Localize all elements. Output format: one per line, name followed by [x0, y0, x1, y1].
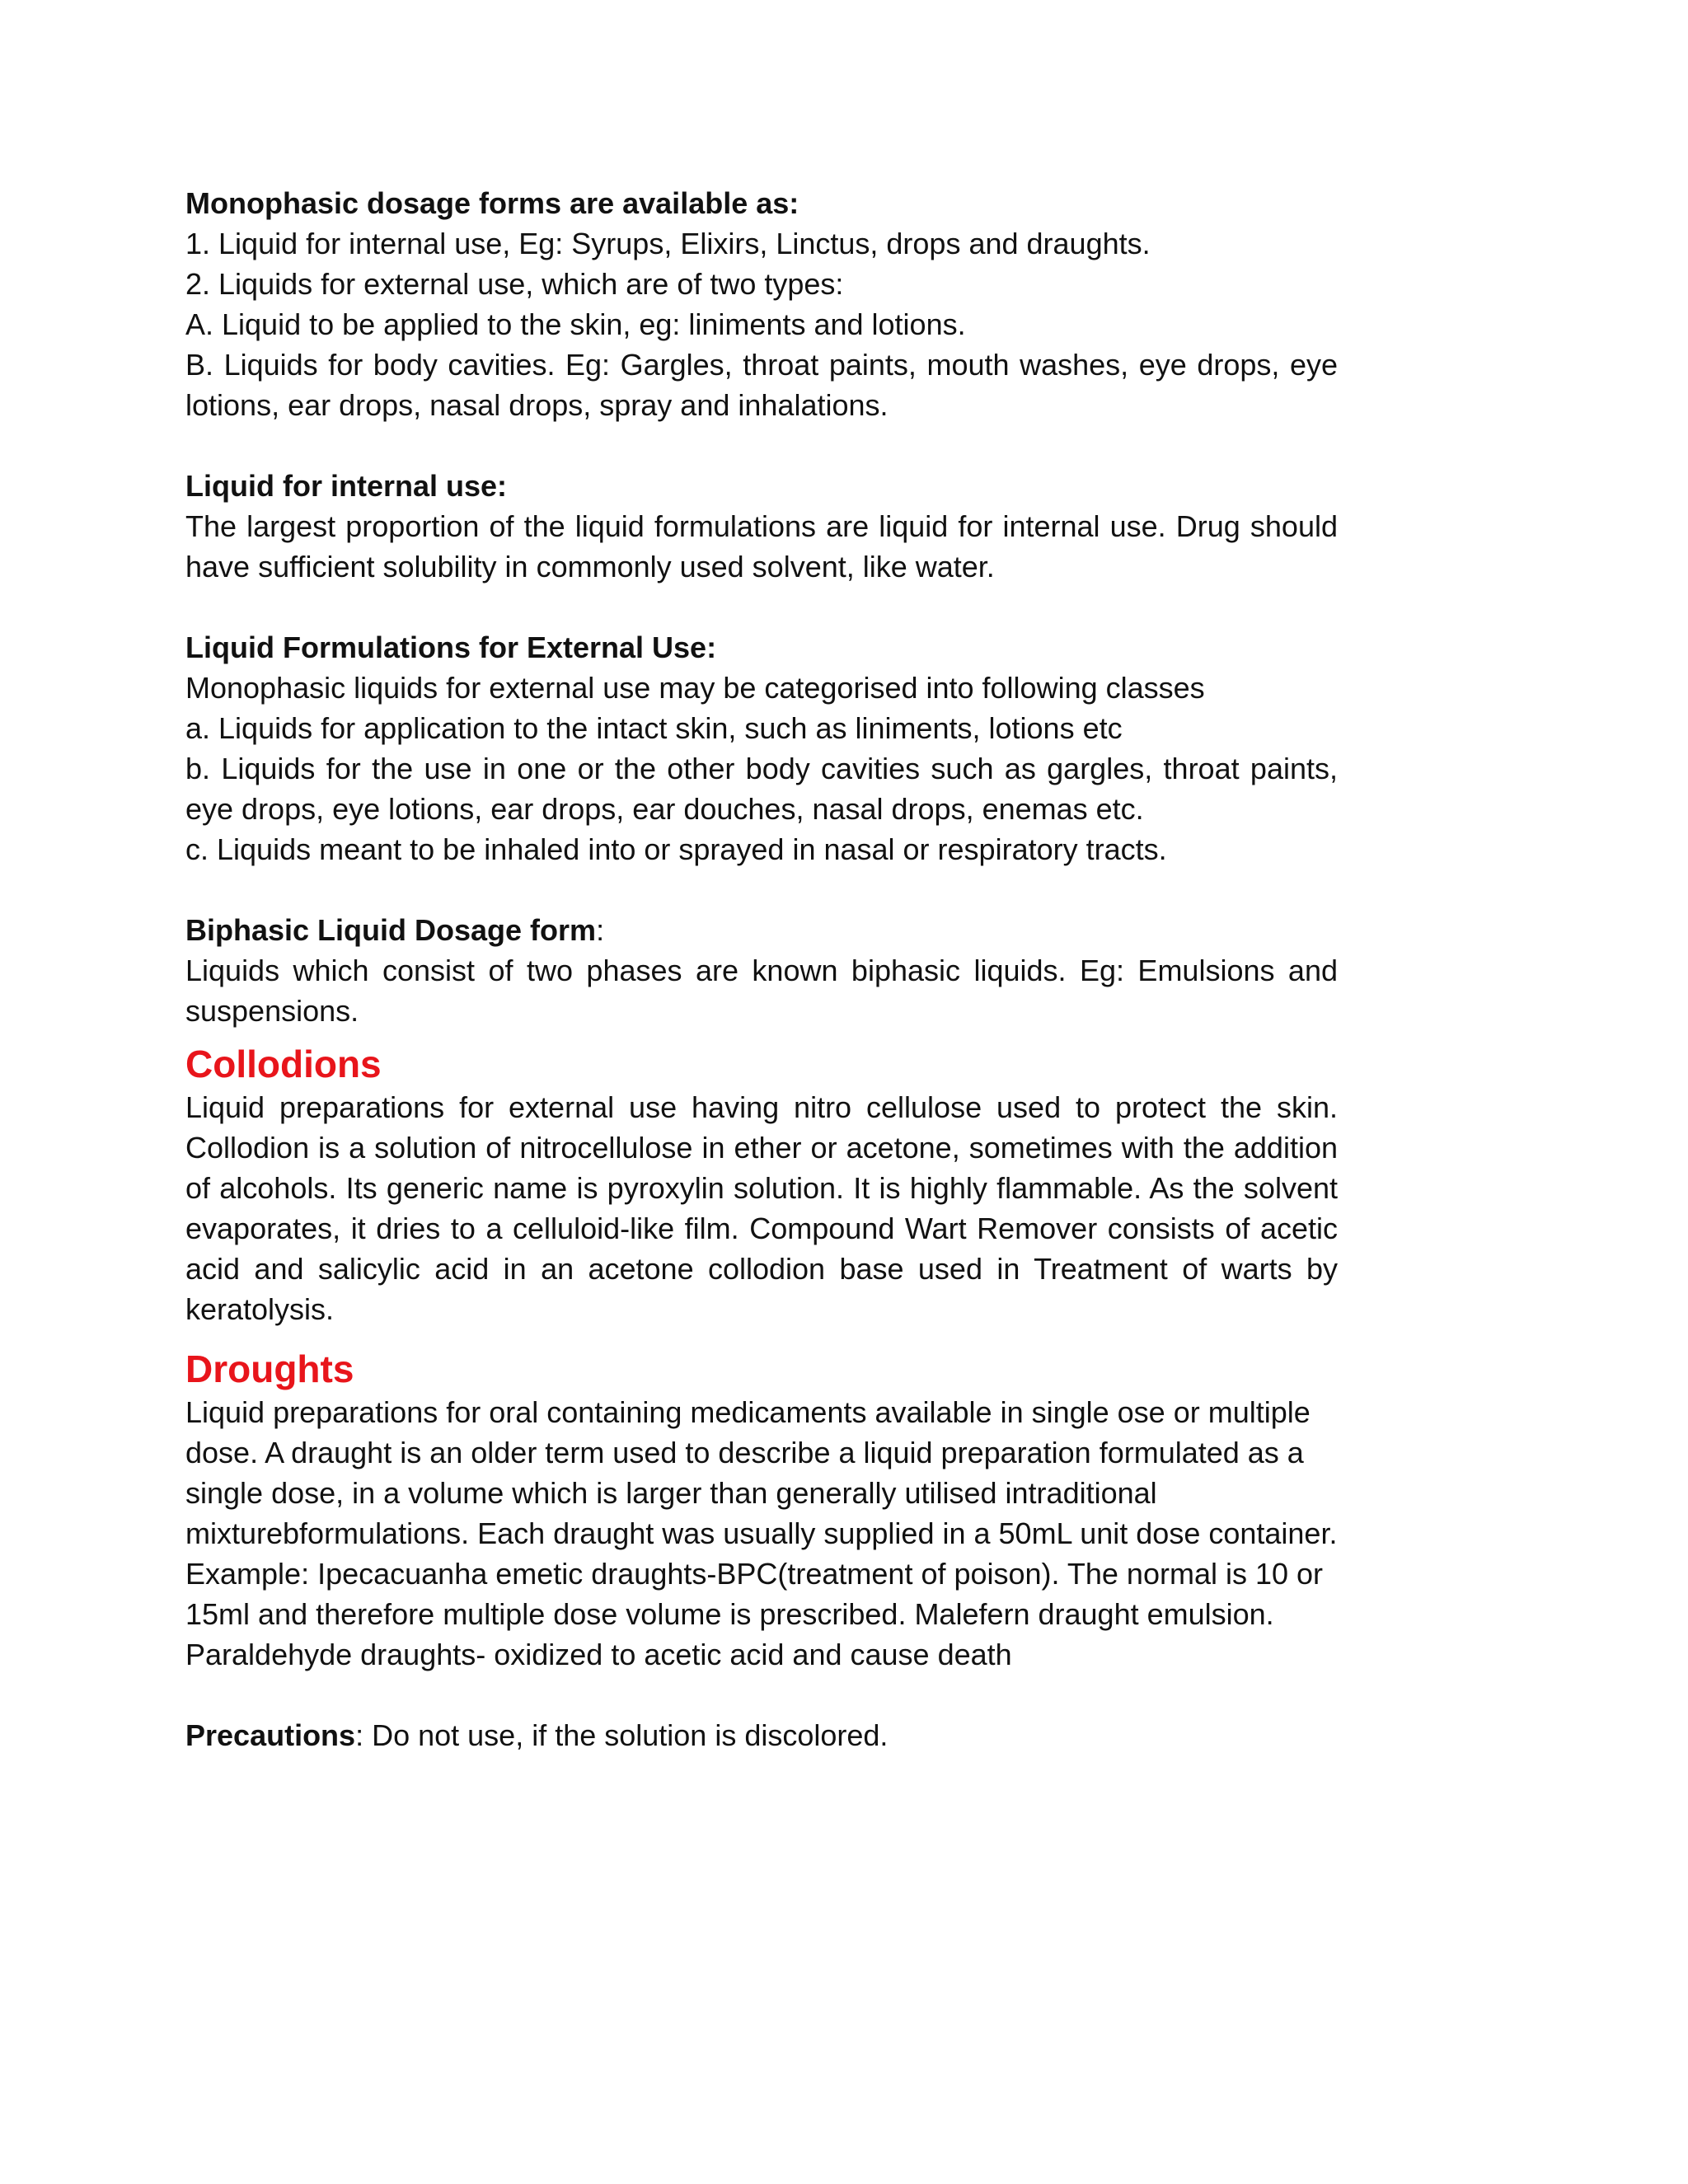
precautions-text: : Do not use, if the solution is discolored. — [355, 1718, 889, 1752]
biphasic-heading: Biphasic Liquid Dosage form — [185, 913, 597, 947]
collodions-body: Liquid preparations for external use having nitro cellulose used to protect the skin. Collodion is a solution of nitrocellulose in ether or acetone, sometimes with the addition of alcohols. Its generic name is pyroxylin solution. It is highly flammable. As the solvent evaporates, it dries to a celluloid-like film. Compound Wart Remover consists of acetic acid and salicylic acid in an acetone collodion base used in Treatment of warts by keratolysis. — [185, 1090, 1338, 1326]
collodions-heading: Collodions — [185, 1043, 382, 1085]
external-item-a: a. Liquids for application to the intact skin, such as liniments, lotions etc — [185, 711, 1123, 745]
monophasic-item-2: 2. Liquids for external use, which are of two types: — [185, 267, 844, 301]
internal-body: The largest proportion of the liquid formulations are liquid for internal use. Drug should have sufficient solubility in commonly used solvent, like water. — [185, 509, 1338, 583]
biphasic-heading-colon: : — [596, 913, 605, 947]
spacer — [185, 587, 1338, 627]
monophasic-heading: Monophasic dosage forms are available as: — [185, 186, 799, 220]
precautions-line — [185, 1715, 1338, 1755]
external-intro: Monophasic liquids for external use may be categorised into following classes — [185, 671, 1205, 705]
monophasic-item-a: A. Liquid to be applied to the skin, eg: liniments and lotions. — [185, 307, 966, 341]
biphasic-body: Liquids which consist of two phases are known biphasic liquids. Eg: Emulsions and suspensions. — [185, 954, 1338, 1028]
droughts-heading: Droughts — [185, 1347, 354, 1390]
spacer — [185, 425, 1338, 466]
monophasic-item-b: B. Liquids for body cavities. Eg: Gargles, throat paints, mouth washes, eye drops, eye lotions, ear drops, nasal drops, spray and inhalations. — [185, 348, 1338, 422]
external-item-b: b. Liquids for the use in one or the other body cavities such as gargles, throat paints, eye drops, eye lotions, ear drops, ear douches, nasal drops, enemas etc. — [185, 752, 1338, 826]
spacer — [185, 1675, 1338, 1715]
droughts-body: Liquid preparations for oral containing medicaments available in single ose or multiple dose. A draught is an older term used to describe a liquid preparation formulated as a single dose, in a volume which is larger than generally utilised intraditional mixturebformulations. Each draught was usually supplied in a 50mL unit dose container. Example: Ipecacuanha emetic draughts-BPC(treatment of poison). The normal is 10 or 15ml and therefore multiple dose volume is prescribed. Malefern draught emulsion. Paraldehyde draughts- oxidized to acetic acid and cause death — [185, 1395, 1338, 1671]
external-heading: Liquid Formulations for External Use: — [185, 630, 717, 664]
monophasic-item-1: 1. Liquid for internal use, Eg: Syrups, Elixirs, Linctus, drops and draughts. — [185, 227, 1151, 260]
document-page — [185, 183, 1338, 1755]
external-item-c: c. Liquids meant to be inhaled into or sprayed in nasal or respiratory tracts. — [185, 832, 1167, 866]
spacer — [185, 869, 1338, 910]
precautions-label: Precautions — [185, 1718, 356, 1752]
biphasic-heading-line — [185, 910, 1338, 950]
internal-heading: Liquid for internal use: — [185, 469, 508, 503]
